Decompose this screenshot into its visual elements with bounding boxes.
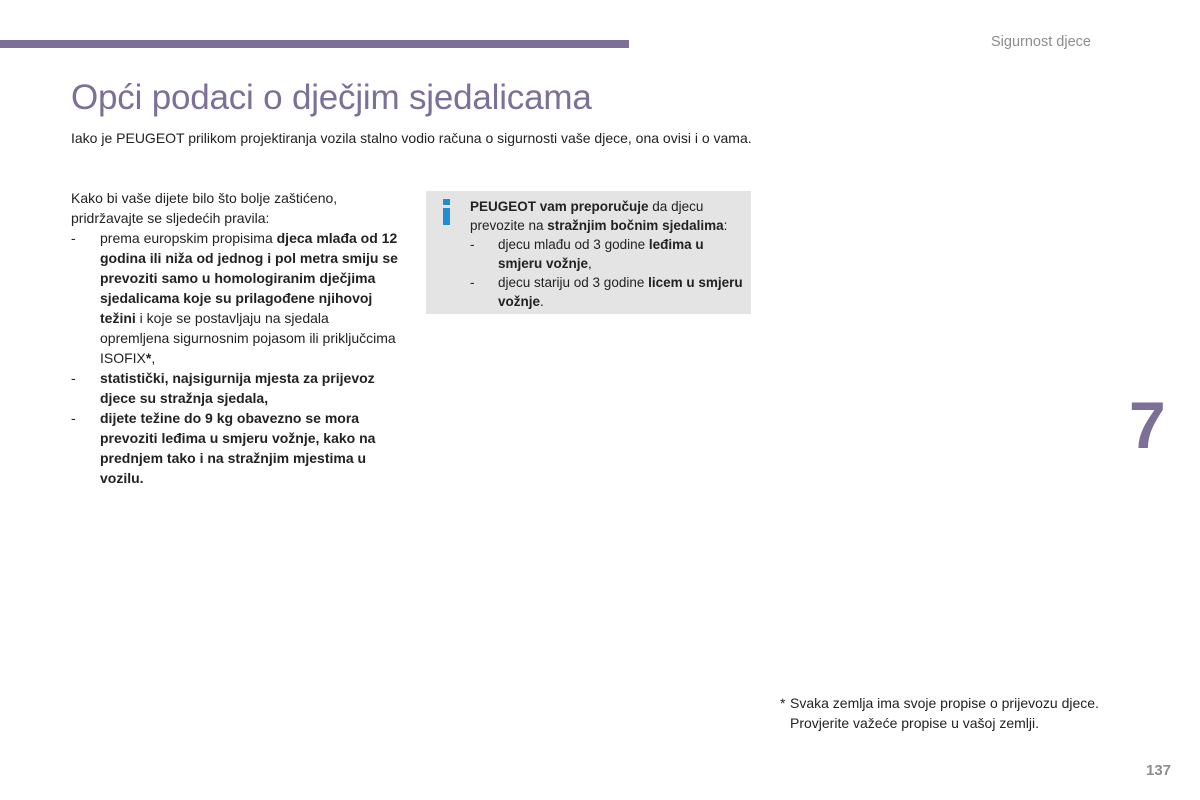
list-item [71, 408, 401, 488]
info-recommendation [470, 197, 745, 235]
info-text-span: : [723, 218, 728, 233]
footnote-marker: * [145, 350, 152, 366]
page-number: 137 [1146, 762, 1172, 779]
info-item-text: djecu stariju od 3 godine [498, 275, 649, 290]
rule-emphasis: djeca mlađa od 12 godina ili niža od jednog i pol metra smiju se prevoziti samo u homologiranim dječjima sjedalicama koje su prilagođene njihovoj težini [100, 230, 398, 326]
info-emphasis: leđima u smjeru vožnje [498, 237, 704, 271]
list-item [470, 235, 745, 273]
rule-emphasis: dijete težine do 9 kg obavezno se mora prevoziti leđima u smjeru vožnje, kako na prednjem tako i na stražnjim mjestima u vozilu. [100, 410, 376, 486]
info-item-text: djecu mlađu od 3 godine [498, 237, 649, 252]
info-item-text: , [588, 256, 592, 271]
page-title: Opći podaci o dječjim sjedalicama [71, 78, 592, 117]
info-emphasis: PEUGEOT vam preporučuje [470, 199, 649, 214]
info-item-text: . [540, 294, 544, 309]
rule-emphasis: statistički, najsigurnija mjesta za prijevoz djece su stražnja sjedala, [100, 370, 375, 406]
bullet-dash: - [470, 275, 475, 290]
rules-lead: Kako bi vaše dijete bilo što bolje zaštićeno, pridržavajte se sljedećih pravila: [71, 190, 338, 226]
footnote [780, 693, 1100, 733]
rules-list [71, 228, 401, 488]
info-icon [440, 199, 454, 225]
footnote-text: Svaka zemlja ima svoje propise o prijevozu djece. Provjerite važeće propise u vašoj zemlji. [790, 695, 1099, 731]
rule-text: i koje se postavljaju na sjedala opremljena sigurnosnim pojasom ili priključcima ISOFIX [100, 310, 396, 366]
section-title: Sigurnost djece [991, 34, 1091, 50]
info-emphasis: licem u smjeru vožnje [498, 275, 743, 309]
intro-paragraph: Iako je PEUGEOT prilikom projektiranja vozila stalno vodio računa o sigurnosti vaše djece, ona ovisi i o vama. [71, 130, 752, 146]
info-emphasis: stražnjim bočnim sjedalima [547, 218, 724, 233]
rule-text: , [151, 350, 156, 366]
list-item [470, 273, 745, 311]
info-list [470, 235, 745, 311]
bullet-dash: - [71, 230, 76, 246]
rule-text: prema europskim propisima [100, 230, 277, 246]
list-item [71, 368, 401, 408]
info-text [470, 197, 745, 311]
list-item [71, 228, 401, 368]
footnote-marker: * [780, 695, 786, 711]
info-box [426, 191, 751, 314]
chapter-number: 7 [1129, 388, 1166, 462]
header-accent-bar [0, 40, 629, 48]
info-text-span: da djecu prevozite na [470, 199, 704, 233]
rules-column [71, 188, 401, 488]
bullet-dash: - [71, 370, 76, 386]
bullet-dash: - [470, 237, 475, 252]
bullet-dash: - [71, 410, 76, 426]
